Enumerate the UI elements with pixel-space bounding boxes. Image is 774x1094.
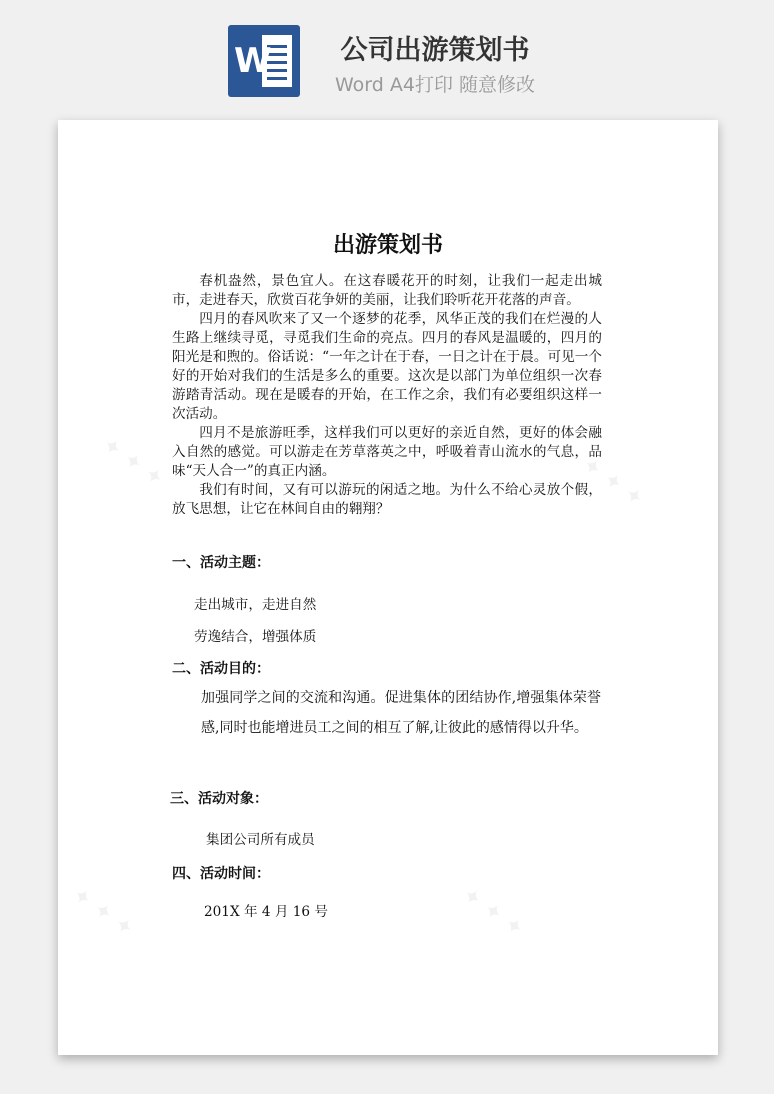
section-heading-theme: 一、活动主题： xyxy=(172,555,270,571)
time-item: 201X 年 4 月 16 号 xyxy=(204,904,328,920)
header-banner xyxy=(0,0,774,110)
document-page xyxy=(58,120,718,1055)
watermark-graphic: ✦ ✦ ✦ xyxy=(97,432,169,493)
paragraph: 春机盎然，景色宜人。在这春暖花开的时刻，让我们一起走出城市，走进春天，欣赏百花争妍的美丽，让我们聆听花开花落的声音。 xyxy=(172,273,602,308)
paragraph: 我们有时间，又有可以游玩的闲适之地。为什么不给心灵放个假，放飞思想，让它在林间自由的翱翔？ xyxy=(172,482,602,517)
document-title: 出游策划书 xyxy=(332,232,443,258)
purpose-text: 加强同学之间的交流和沟通。促进集体的团结协作,增强集体荣誉感,同时也能增进员工之间的相互了解,让彼此的感情得以升华。 xyxy=(201,690,601,736)
banner-title: 公司出游策划书 xyxy=(340,35,530,66)
section-heading-purpose: 二、活动目的： xyxy=(172,661,270,677)
logo-letter: W xyxy=(234,41,272,81)
watermark-graphic: ✦ ✦ ✦ xyxy=(67,882,139,943)
word-document-icon xyxy=(228,25,300,97)
paragraph: 四月不是旅游旺季，这样我们可以更好的亲近自然，更好的体会融入自然的感觉。可以游走在芳草落英之中，呼吸着青山流水的气息，品味“天人合一”的真正内涵。 xyxy=(172,425,602,479)
audience-item: 集团公司所有成员 xyxy=(206,832,315,848)
theme-item: 走出城市，走进自然 xyxy=(194,597,317,613)
banner-subtitle: Word A4打印 随意修改 xyxy=(334,74,535,96)
theme-item: 劳逸结合，增强体质 xyxy=(194,629,317,645)
watermark-graphic: ✦ ✦ ✦ xyxy=(577,452,649,513)
watermark-graphic: ✦ ✦ ✦ xyxy=(457,882,529,943)
section-heading-time: 四、活动时间： xyxy=(172,866,270,882)
paragraph: 四月的春风吹来了又一个逐梦的花季，风华正茂的我们在烂漫的人生路上继续寻觅，寻觅我们生命的亮点。四月的春风是温暖的，四月的阳光是和煦的。俗话说：“一年之计在于春，一日之计在于晨。可见一个好的开始对我们的生活是多么的重要。这次是以部门为单位组织一次春游踏青活动。现在是暖春的开始，在工作之余，我们有必要组织这样一次活动。 xyxy=(172,311,602,422)
section-heading-audience: 三、活动对象： xyxy=(170,791,268,807)
intro-text xyxy=(172,272,602,519)
